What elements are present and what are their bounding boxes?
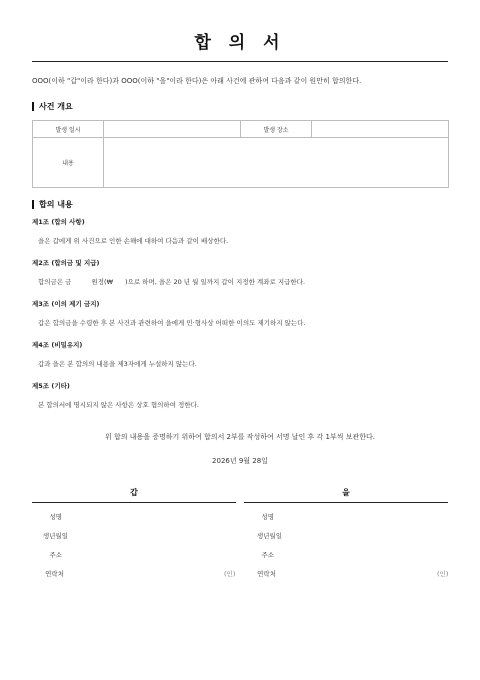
date-value-cell[interactable] bbox=[104, 121, 241, 138]
incident-overview-table bbox=[32, 120, 449, 188]
place-label: 발생 장소 bbox=[241, 121, 312, 138]
table-row bbox=[33, 138, 449, 188]
article-3-body: 갑은 합의금을 수령한 후 본 사건과 관련하여 을에게 민·형사상 어떠한 이의도 제기하지 않는다. bbox=[38, 319, 306, 327]
intro-paragraph: OOO(이하 "갑"이라 한다)과 OOO(이하 "을"이라 한다)은 아래 사건에 관하여 다음과 같이 원만히 합의한다. bbox=[32, 77, 362, 85]
section-heading-overview: 사건 개요 bbox=[32, 102, 73, 111]
party-b-seal-mark: (인) bbox=[437, 570, 449, 578]
party-b-heading: 을 bbox=[342, 488, 350, 497]
content-label: 내용 bbox=[33, 138, 104, 188]
party-a-contact-label: 연락처 bbox=[45, 570, 64, 578]
date-label: 발생 일시 bbox=[33, 121, 104, 138]
party-b-address-label: 주소 bbox=[261, 551, 274, 559]
article-5-title: 제5조 (기타) bbox=[32, 382, 70, 390]
section-heading-agreement: 합의 내용 bbox=[32, 200, 73, 209]
article-5-body: 본 합의서에 명시되지 않은 사항은 상호 협의하여 정한다. bbox=[38, 401, 199, 409]
content-value-cell[interactable] bbox=[104, 138, 449, 188]
article-2-body-amount-text: 합의금은 금 bbox=[38, 278, 72, 286]
party-b-birth-label: 생년월일 bbox=[256, 532, 282, 540]
table-row bbox=[33, 121, 449, 138]
article-1-title: 제1조 (합의 사항) bbox=[32, 218, 85, 226]
party-a-name-label: 성명 bbox=[49, 513, 62, 521]
agreement-date: 2026년 9월 28일 bbox=[212, 457, 268, 465]
article-1-body: 을은 갑에게 위 사건으로 인한 손해에 대하여 다음과 같이 배상한다. bbox=[38, 237, 229, 245]
article-4-body: 갑과 을은 본 합의의 내용을 제3자에게 누설하지 않는다. bbox=[38, 360, 197, 368]
title-divider bbox=[32, 61, 448, 62]
party-a-divider bbox=[32, 502, 236, 503]
closing-statement: 위 합의 내용을 증명하기 위하여 합의서 2부를 작성하여 서명 날인 후 각 1부씩 보관한다. bbox=[105, 433, 375, 441]
party-a-birth-label: 생년월일 bbox=[42, 532, 68, 540]
article-4-title: 제4조 (비밀유지) bbox=[32, 341, 83, 349]
article-2-title: 제2조 (합의금 및 지급) bbox=[32, 259, 100, 267]
party-a-heading: 갑 bbox=[130, 488, 138, 497]
place-value-cell[interactable] bbox=[312, 121, 449, 138]
party-b-name-label: 성명 bbox=[261, 513, 274, 521]
article-2-body-won-text: 원정(₩ bbox=[91, 278, 113, 286]
party-b-contact-label: 연락처 bbox=[257, 570, 276, 578]
party-a-address-label: 주소 bbox=[49, 551, 62, 559]
party-b-divider bbox=[244, 502, 448, 503]
article-3-title: 제3조 (이의 제기 금지) bbox=[32, 300, 100, 308]
document-title: 합 의 서 bbox=[194, 33, 286, 53]
article-2-body bbox=[38, 277, 305, 286]
article-2-body-payment-text: )으로 하며, 을은 20 년 월 일까지 갑이 지정한 계좌로 지급한다. bbox=[125, 278, 306, 286]
party-a-seal-mark: (인) bbox=[224, 570, 236, 578]
